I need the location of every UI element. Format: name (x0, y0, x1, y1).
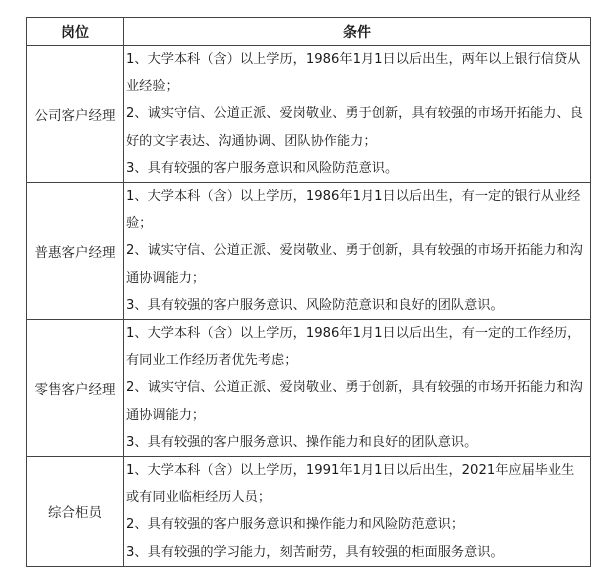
table-row (27, 46, 591, 183)
post-name: 普惠客户经理 (27, 183, 124, 320)
condition-item: 1、大学本科（含）以上学历，1986年1月1日以后出生，两年以上银行信贷从业经验； (126, 52, 581, 95)
header-conditions-right: 件 (357, 24, 371, 41)
table-row (27, 183, 591, 320)
header-conditions (124, 18, 591, 46)
condition-item: 3、具有较强的客户服务意识、操作能力和良好的团队意识。 (126, 434, 478, 450)
condition-item: 1、大学本科（含）以上学历，1986年1月1日以后出生，有一定的银行从业经验； (126, 189, 581, 232)
condition-item: 2、诚实守信、公道正派、爱岗敬业、勇于创新，具有较强的市场开拓能力和沟通协调能力； (126, 380, 583, 423)
condition-item: 2、具有较强的客户服务意识和操作能力和风险防范意识； (126, 517, 465, 533)
post-name: 零售客户经理 (27, 320, 124, 457)
conditions-cell (124, 183, 591, 320)
table-row (27, 320, 591, 457)
conditions-cell (124, 320, 591, 457)
condition-item: 3、具有较强的学习能力，刻苦耐劳，具有较强的柜面服务意识。 (126, 544, 504, 560)
requirements-table (26, 17, 591, 567)
conditions-cell (124, 457, 591, 567)
condition-item: 3、具有较强的客户服务意识和风险防范意识。 (126, 160, 399, 176)
conditions-cell (124, 46, 591, 183)
condition-item: 2、诚实守信、公道正派、爱岗敬业、勇于创新，具有较强的市场开拓能力和沟通协调能力； (126, 243, 583, 286)
condition-item: 1、大学本科（含）以上学历，1991年1月1日以后出生，2021年应届毕业生或有同业临柜经历人员； (126, 463, 575, 506)
header-post: 岗位 (27, 18, 124, 46)
condition-item: 3、具有较强的客户服务意识、风险防范意识和良好的团队意识。 (126, 297, 504, 313)
table-header-row (27, 18, 591, 46)
post-name: 公司客户经理 (27, 46, 124, 183)
table-row (27, 457, 591, 567)
condition-item: 1、大学本科（含）以上学历，1986年1月1日以后出生，有一定的工作经历，有同业工作经历者优先考虑； (126, 326, 581, 369)
post-name: 综合柜员 (27, 457, 124, 567)
condition-item: 2、诚实守信、公道正派、爱岗敬业、勇于创新，具有较强的市场开拓能力、良好的文字表达、沟通协调、团队协作能力； (126, 106, 583, 149)
header-conditions-left: 条 (343, 24, 357, 41)
